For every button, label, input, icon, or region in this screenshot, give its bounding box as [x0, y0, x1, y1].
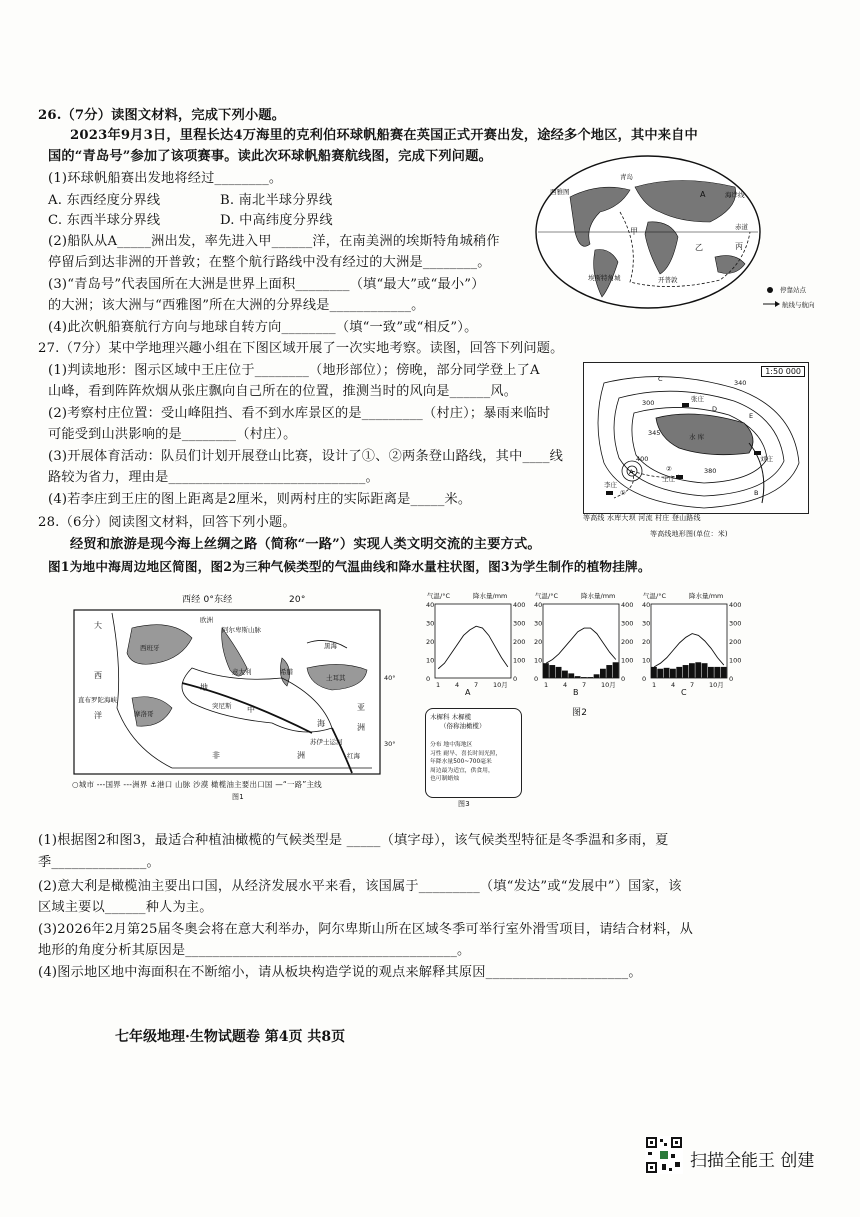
q27-s3b: 路较为省力，理由是_____________________________。	[48, 470, 379, 485]
label-zhangzhuang: 张庄	[691, 395, 704, 403]
fig1-ya: 亚	[357, 703, 365, 712]
fig3-head2: （俗称油橄榄）	[440, 722, 486, 730]
fig2-rain-label-0: 降水量/mm	[473, 592, 508, 600]
fig2-rain-bar-2-8	[702, 663, 708, 678]
fig2-rain-label-2: 降水量/mm	[689, 592, 724, 600]
q26-s2b: 停留后到达非洲的开普敦；在整个航行路线中没有经过的大洲是________。	[48, 255, 491, 270]
fig2-ytick-l-1-1: 30	[534, 619, 543, 628]
fig1-italy: 意大利	[232, 668, 252, 676]
q28-s1a: (1)根据图2和图3，最适合种植油橄榄的气候类型是 _____（填字母），该气候类型特征是冬季温和多雨，夏	[38, 833, 669, 848]
q27-s2a: (2)考察村庄位置：受山峰阻挡、看不到水库景区的是_________（村庄）；暴雨来临时	[48, 406, 551, 421]
fig1-greece: 希腊	[280, 668, 293, 676]
world-route-map	[530, 152, 830, 314]
label-c: C	[658, 375, 663, 383]
fig2-ytick-l-1-2: 20	[534, 638, 543, 646]
q26-s3b: 的大洲；该大洲与“西雅图”所在大洲的分界线是____________。	[48, 298, 425, 313]
fig1-lat40: 40°	[384, 674, 396, 682]
fig2-ytick-r-2-1: 300	[729, 619, 742, 628]
q28-s2b: 区域主要以______种人为主。	[38, 900, 213, 915]
contour-scale: 1:50 000	[761, 366, 805, 377]
fig2-xtick-1-2: 7	[582, 681, 587, 689]
q26-intro-1: 2023年9月3日，里程长达4万海里的克利伯环球帆船赛在英国正式开赛出发，途经多个地区，其中来自中	[70, 128, 698, 143]
fig2-ytick-r-0-1: 300	[513, 619, 526, 628]
label-340: 340	[734, 379, 747, 387]
fig2-xtick-2-2: 7	[690, 681, 695, 689]
fig2-ytick-l-1-0: 40	[534, 601, 543, 609]
map1-label-qingdao: 青岛	[620, 173, 633, 181]
fig2-temp-label-1: 气温/°C	[535, 592, 558, 600]
q27-s2b: 可能受到山洪影响的是________（村庄）。	[48, 427, 297, 442]
fig1-gibraltar: 直布罗陀海峡	[78, 696, 117, 704]
label-e: E	[749, 412, 754, 420]
q26-title: 26.（7分）读图文材料，完成下列小题。	[38, 108, 286, 123]
map1-legend-route: 航线与航向	[782, 301, 815, 309]
label-300: 300	[642, 399, 655, 407]
fig2-ytick-l-0-4: 0	[426, 675, 431, 683]
fig2-rain-bar-1-8	[594, 674, 600, 678]
fig3-head1: 木樨科 木樨榄	[430, 713, 472, 721]
fig1-turkey: 土耳其	[326, 674, 346, 682]
fig1-da: 大	[94, 621, 102, 630]
fig3-line-4: 周边最为适宜，供食用，	[430, 767, 494, 774]
fig2-ytick-r-2-0: 400	[729, 601, 742, 609]
label-380: 380	[704, 467, 717, 475]
fig1-europe: 欧洲	[200, 616, 213, 624]
q28-title: 28.（6分）阅读图文材料，回答下列小题。	[38, 515, 296, 530]
label-345: 345	[648, 429, 661, 437]
fig2-letter-0: A	[465, 688, 471, 697]
fig2-ytick-r-0-0: 400	[513, 601, 526, 609]
q26-opt-b: B. 南北半球分界线	[220, 193, 333, 208]
fig3-line-5: 也可制蜡烛	[430, 776, 459, 782]
map1-label-punta: 埃斯特角城	[588, 274, 621, 282]
fig2-rain-bar-2-5	[683, 665, 689, 678]
fig2-xtick-0-1: 4	[455, 681, 460, 689]
scanner-watermark: 扫描全能王 创建	[690, 1151, 815, 1171]
fig1-suez: 苏伊士运河	[310, 738, 343, 746]
fig1-hai: 海	[317, 719, 325, 728]
fig2-xtick-0-0: 1	[436, 681, 441, 689]
q26-s1: (1)环球帆船赛出发地将经过________。	[48, 171, 283, 186]
fig2-ytick-r-1-2: 200	[621, 638, 634, 646]
label-liuzhuang: 刘庄	[760, 455, 773, 463]
fig1-lon-label: 西经 0°东经	[182, 595, 233, 605]
legend-stop-icon	[767, 287, 773, 293]
label-400: 400	[636, 455, 649, 463]
map1-label-equator: 赤道	[735, 223, 748, 231]
fig1-zhou: 洲	[297, 751, 305, 760]
q26-s3a: (3)“青岛号”代表国所在大洲是世界上面积________（填“最大”或“最小”）	[48, 277, 485, 292]
fig2-xtick-1-1: 4	[563, 681, 568, 689]
figure-3-plant-tag	[425, 708, 522, 798]
fig2-rain-bar-1-2	[556, 667, 562, 678]
map1-label-seattle: 西雅图	[550, 188, 570, 196]
q26-opt-d: D. 中高纬度分界线	[220, 213, 333, 228]
map1-label-capetown: 开普敦	[658, 276, 678, 284]
qr-code-icon	[645, 1136, 683, 1174]
fig2-rain-bar-1-10	[606, 665, 612, 678]
q27-s4: (4)若李庄到王庄的图上距离是2厘米，则两村庄的实际距离是_____米。	[48, 492, 472, 507]
label-wangzhuang: 王庄	[662, 475, 675, 483]
page-footer: 七年级地理·生物试题卷 第4页 共8页	[115, 1029, 346, 1045]
label-route-1: ①	[620, 489, 626, 497]
fig2-rain-bar-1-1	[549, 665, 555, 678]
fig2-xtick-0-2: 7	[474, 681, 479, 689]
map1-label-yi: 乙	[695, 243, 703, 252]
figure-1	[72, 588, 417, 800]
fig3-caption: 图3	[458, 800, 470, 808]
fig2-letter-1: B	[573, 688, 579, 697]
q28-s1b: 季______________。	[38, 855, 160, 870]
fig2-rain-bar-2-2	[664, 668, 670, 678]
fig2-ytick-r-0-2: 200	[513, 638, 526, 646]
fig2-rain-bar-2-0	[651, 667, 657, 678]
fig2-xtick-1-3: 10月	[601, 681, 616, 689]
fig3-line-1: 分布 地中海地区	[430, 742, 473, 748]
q28-s3b: 地形的角度分析其原因是________________________________________。	[38, 943, 471, 958]
fig2-ytick-l-0-1: 30	[426, 619, 435, 628]
q28-intro-1: 经贸和旅游是现今海上丝绸之路（简称“一路”）实现人类文明交流的主要方式。	[70, 537, 541, 552]
fig2-xtick-0-3: 10月	[493, 681, 508, 689]
q28-s2a: (2)意大利是橄榄油主要出口国，从经济发展水平来看，该国属于_________（填“发达”或“发展中”）国家，该	[38, 879, 682, 894]
fig2-ytick-l-2-0: 40	[642, 601, 651, 609]
label-reservoir: 水 库	[689, 433, 705, 441]
fig1-zhou2: 洲	[357, 723, 365, 732]
fig2-rain-bar-2-1	[657, 669, 663, 678]
q27-s3a: (3)开展体育活动：队员们计划开展登山比赛，设计了①、②两条登山路线，其中____线	[48, 449, 564, 464]
fig2-ytick-r-1-4: 0	[621, 675, 626, 683]
fig2-rain-bar-1-11	[613, 662, 619, 678]
q28-intro-2: 图1为地中海周边地区简图，图2为三种气候类型的气温曲线和降水量柱状图，图3为学生制作的植物挂牌。	[48, 559, 651, 574]
fig2-rain-bar-1-3	[562, 671, 568, 678]
fig2-rain-bar-2-3	[670, 669, 676, 678]
fig2-ytick-l-0-0: 40	[426, 601, 435, 609]
map1-legend-stop: 停靠站点	[780, 286, 806, 294]
fig2-rain-bar-1-7	[587, 677, 593, 678]
fig2-ytick-r-2-3: 100	[729, 656, 742, 665]
fig2-temp-label-2: 气温/°C	[643, 592, 666, 600]
fig2-xtick-2-3: 10月	[709, 681, 724, 689]
fig2-xtick-2-0: 1	[652, 681, 657, 689]
fig3-line-3: 年降水量500~700毫米	[430, 759, 492, 765]
fig1-tunisia: 突尼斯	[212, 702, 232, 710]
fig2-ytick-l-1-4: 0	[534, 675, 539, 683]
map1-label-a: A	[700, 190, 706, 199]
label-peak-a: A	[629, 468, 634, 476]
fig2-ytick-l-2-3: 10	[642, 656, 651, 665]
fig1-yang: 洋	[94, 711, 102, 720]
fig2-rain-bar-2-10	[714, 667, 720, 678]
q26-s4: (4)此次帆船赛航行方向与地球自转方向________（填“一致”或“相反”）。	[48, 320, 478, 335]
fig2-rain-bar-2-11	[721, 667, 727, 678]
fig1-di: 地	[200, 683, 208, 692]
fig2-rain-bar-2-6	[689, 663, 695, 678]
fig2-ytick-l-2-1: 30	[642, 619, 651, 628]
fig2-xtick-2-1: 4	[671, 681, 676, 689]
fig1-caption: 图1	[232, 793, 244, 801]
fig2-frame-0	[435, 604, 511, 678]
fig2-ytick-l-0-3: 10	[426, 656, 435, 665]
fig2-rain-bar-1-5	[575, 676, 581, 678]
fig1-zhong: 中	[247, 705, 255, 714]
fig2-rain-bar-1-4	[568, 673, 574, 678]
fig1-morocco: 摩洛哥	[134, 710, 154, 718]
fig2-rain-bar-2-7	[695, 662, 701, 678]
q28-s3a: (3)2026年2月第25届冬奥会将在意大利举办，阿尔卑斯山所在区域冬季可举行室外滑雪项目，请结合材料，从	[38, 922, 694, 937]
fig2-rain-bar-1-9	[600, 669, 606, 678]
fig2-rain-label-1: 降水量/mm	[581, 592, 616, 600]
fig1-lat30: 30°	[384, 740, 396, 748]
contour-caption: 等高线地形图(单位：米)	[650, 530, 728, 538]
map1-label-jia: 甲	[630, 227, 638, 236]
contour-legend: 等高线 水库大坝 河流 村庄 登山路线	[583, 514, 701, 522]
fig2-ytick-r-0-3: 100	[513, 656, 526, 665]
q26-s2a: (2)船队从A_____洲出发，率先进入甲______洋，在南美洲的埃斯特角城稍作	[48, 234, 500, 249]
fig1-alps: 阿尔卑斯山脉	[222, 626, 261, 634]
fig2-ytick-r-1-0: 400	[621, 601, 634, 609]
q28-s4: (4)图示地区地中海面积在不断缩小，请从板块构造学说的观点来解释其原因_____________________。	[38, 965, 642, 980]
fig2-rain-bar-1-6	[581, 677, 587, 678]
fig1-20-label: 20°	[289, 595, 306, 605]
legend-route-icon	[775, 301, 780, 307]
fig2-caption: 图2	[572, 708, 588, 718]
fig2-ytick-r-2-2: 200	[729, 638, 742, 646]
q27-s1a: (1)判读地形：图示区域中王庄位于________（地形部位）；傍晚，部分同学登上了A	[48, 363, 540, 378]
fig2-temp-label-0: 气温/°C	[427, 592, 450, 600]
fig2-ytick-r-2-4: 0	[729, 675, 734, 683]
fig2-ytick-l-0-2: 20	[426, 638, 435, 646]
fig2-letter-2: C	[681, 688, 687, 697]
label-b: B	[754, 489, 759, 497]
fig3-line-2: 习性 耐旱、喜长时间光照，	[430, 750, 502, 757]
label-lizhuang: 李庄	[604, 481, 617, 489]
fig2-ytick-l-2-2: 20	[642, 638, 651, 646]
fig2-ytick-r-0-4: 0	[513, 675, 518, 683]
fig2-rain-bar-2-9	[708, 667, 714, 678]
contour-map	[583, 362, 809, 514]
fig1-redsea: 红海	[347, 752, 360, 760]
fig1-xi: 西	[94, 671, 102, 680]
fig2-ytick-r-1-1: 300	[621, 619, 634, 628]
fig1-legend: ○城市 ---国界 ---洲界 ⚓港口 山脉 沙漠 橄榄油主要出口国 —“一路”主线	[72, 780, 322, 789]
fig1-blacksea: 黑海	[324, 642, 337, 650]
map1-label-bing: 丙	[735, 242, 743, 251]
label-d: D	[712, 405, 718, 413]
fig2-rain-bar-2-4	[676, 667, 682, 678]
fig2-xtick-1-0: 1	[544, 681, 549, 689]
fig1-fei: 非	[212, 751, 220, 760]
figure-2	[425, 590, 775, 700]
label-route-2: ②	[666, 465, 672, 473]
fig2-ytick-l-1-3: 10	[534, 656, 543, 665]
q26-opt-c: C. 东西半球分界线	[48, 213, 161, 228]
q27-s1b: 山峰，看到阵阵炊烟从张庄飘向自己所在的位置，推测当时的风向是______风。	[48, 384, 518, 399]
q27-title: 27.（7分）某中学地理兴趣小组在下图区域开展了一次实地考察。读图，回答下列问题。	[38, 341, 564, 356]
fig1-spain: 西班牙	[140, 644, 160, 652]
fig2-ytick-l-2-4: 0	[642, 675, 647, 683]
q26-opt-a: A. 东西经度分界线	[48, 193, 161, 208]
fig2-rain-bar-1-0	[543, 663, 549, 678]
fig2-ytick-r-1-3: 100	[621, 656, 634, 665]
map1-label-coast: 海岸线	[725, 191, 745, 199]
q26-intro-2: 国的“青岛号”参加了该项赛事。读此次环球帆船赛航线图，完成下列问题。	[48, 149, 492, 164]
